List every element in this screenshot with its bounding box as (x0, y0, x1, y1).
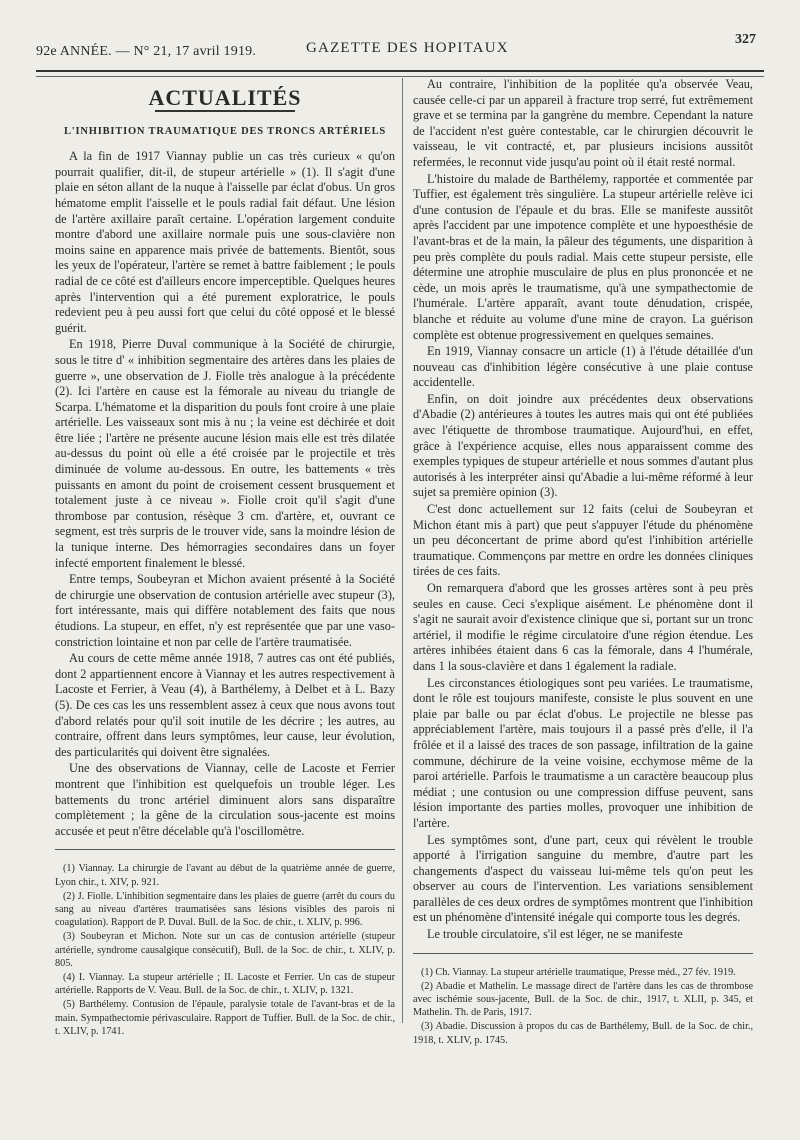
running-header (36, 30, 764, 70)
paragraph: Une des observations de Viannay, celle de Lacoste et Ferrier montrent que l'inhibition est quelquefois un trouble léger. Les battements du tronc artériel diminuent alors sans disparaître complètement ; la gêne de la circulation sous-jacente est moins accusée et peut n'être décelable qu'à l'oscillomètre. (55, 761, 395, 838)
paragraph: L'histoire du malade de Barthélemy, rapportée et commentée par Tuffier, est également très singulière. La stupeur artérielle relève ici d'une contusion de l'épaule et du bras. Elle se manifeste aussitôt après l'accident par une impotence complète et une hypoesthésie de l'avant-bras et de la main, la pâleur des téguments, une disparition à peu près complète du pouls radial. Mais cette stupeur persiste, elle détermine une atrophie musculaire de plus en plus prononcée et ne cède, un mois après le traumatisme, qu'à une sympathectomie de l'humérale. L'artère apparaît, avant toute dénudation, crispée, blanche et réduite au volume d'une mine de crayon. La guérison complète est obtenue progressivement en quelques semaines. (413, 171, 753, 342)
left-column (55, 82, 395, 1039)
right-body (413, 77, 753, 943)
left-body (55, 149, 395, 839)
page-number: 327 (735, 32, 756, 47)
paragraph: Entre temps, Soubeyran et Michon avaient présenté à la Société de chirurgie une observation de contusion artérielle avec stupeur (3), fort intéressante, mais qui diffère notablement des faits que nous étudions. La stupeur, en effet, n'y est représentée que par une vaso-constriction lointaine et non par celle de l'artère traumatisée. (55, 572, 395, 649)
paragraph: Au cours de cette même année 1918, 7 autres cas ont été publiés, dont 2 appartiennent encore à Viannay et les autres respectivement à Lacoste et Ferrier, à Veau (4), à Barthélemy, à Delbet et à L. Bazy (5). De ces cas les uns ressemblent assez à ceux que nous avons tout d'abord relatés pour qu'il soit inutile de les décrire ; les autres, au contraire, offrent dans leurs symptômes, leur cause, leur évolution, des particularités qui doivent être signalées. (55, 651, 395, 759)
header-rule (36, 70, 764, 72)
paragraph: A la fin de 1917 Viannay publie un cas très curieux « qu'on pourrait qualifier, dit-il, de stupeur artérielle » (1). Il s'agit d'une plaie en séton allant de la nuque à l'aisselle par éclat d'obus. Un gros hématome emplit l'aisselle et le pouls radial fait défaut. Une lésion de l'artère axillaire paraît certaine. L'opération largement conduite montre d'abord une axillaire normale puis une sous-clavière non moins saine en apparence mais privée de battements. Bientôt, sous les yeux de l'opérateur, l'artère se remet à battre faiblement ; le pouls radial de ce côté est d'ailleurs encore imperceptible. Quelques heures après l'intervention qui a été purement exploratrice, le pouls redevient peu à peu aussi fort que celui du côté opposé et le blessé guérit. (55, 149, 395, 335)
right-column (413, 77, 753, 1048)
journal-title: GAZETTE DES HOPITAUX (306, 40, 509, 56)
paragraph: Le trouble circulatoire, s'il est léger, ne se manifeste (427, 927, 683, 942)
footnote: (4) I. Viannay. La stupeur artérielle ; II. Lacoste et Ferrier. Un cas de stupeur artérielle. Rapports de V. Veau. Bull. de la Soc. de chir., t. XLIV, p. 1321. (55, 971, 395, 997)
paragraph: C'est donc actuellement sur 12 faits (celui de Soubeyran et Michon étant mis à part) que peut s'appuyer l'étude du phénomène un peu déconcertant de prime abord qu'est l'inhibition artérielle traumatique. Commençons par mettre en ordre les données cliniques tirées de ces faits. (413, 502, 753, 579)
footnote: (1) Ch. Viannay. La stupeur artérielle traumatique, Presse méd., 27 fév. 1919. (421, 966, 736, 978)
footnote: (3) Soubeyran et Michon. Note sur un cas de contusion artérielle (stupeur artérielle, syndrome causalgique consécutif), Bull. de la Soc. de chir., t. XLIV, p. 805. (55, 931, 395, 969)
issue-info: 92e ANNÉE. — N° 21, 17 avril 1919. (36, 44, 257, 59)
article-title: L'INHIBITION TRAUMATIQUE DES TRONCS ARTÉRIELS (63, 125, 387, 137)
column-divider (402, 78, 403, 1023)
paragraph: Au contraire, l'inhibition de la poplitée qu'a observée Veau, causée celle-ci par un appareil à fracture trop serré, fut extrêmement grave et se termina par la gangrène du membre. Cependant la nature de l'accident n'est guère contestable, car le chirurgien découvrit le vaisseau, le vit contracté, et, par plusieurs incisions aussitôt refermées, le reconnut vide jusqu'au point où il était resté normal. (413, 77, 753, 169)
footnote: (2) J. Fiolle. L'inhibition segmentaire dans les plaies de guerre (arrêt du cours du sang au niveau d'artères traumatisées sans lésions visibles des parois ni coagulation). Rapport de P. Duval. Bull. de la Soc. de chir., t. XLIV, p. 996. (55, 890, 395, 929)
left-footnotes (55, 849, 395, 1038)
footnote: (5) Barthélemy. Contusion de l'épaule, paralysie totale de l'avant-bras et de la main. Sympathectomie périvasculaire. Rapport de Tuffier. Bull. de la Soc. de chir., t. XLIV, p. 1741. (55, 999, 395, 1037)
section-title: ACTUALITÉS (148, 85, 302, 110)
footnote: (1) Viannay. La chirurgie de l'avant au début de la quatrième année de guerre, Lyon chir., t. XIV, p. 921. (55, 863, 395, 888)
paragraph: En 1918, Pierre Duval communique à la Société de chirurgie, sous le titre d' « inhibition segmentaire des artères dans les plaies de guerre », une observation de J. Fiolle très analogue à la précédente (2). Ici l'artère en cause est la fémorale au niveau du triangle de Scarpa. L'hématome et la disparition du pouls font croire à une plaie artérielle. Les vaisseaux sont mis à nu ; la veine est déchirée et doit être liée ; l'artère ne présente aucune lésion mais elle est très dilatée au-dessus du point où elle a été croisée par le projectile et très diminuée de volume au-dessous. En outre, les battements « très puissants en amont du point de croisement cessent brusquement et totalement juste à ce niveau ». Fiolle croit qu'il s'agit d'une thrombose par contusion, résèque 3 cm. d'artère, et, ouvrant ce segment, est très surpris de le trouver vide, sans la moindre lésion de la tunique interne. Des hémorragies secondaires dans un foyer infecté emportent finalement le blessé. (55, 337, 395, 570)
right-footnotes (413, 953, 753, 1047)
footnote: (3) Abadie. Discussion à propos du cas de Barthélemy, Bull. de la Soc. de chir., 1918, t. XLIV, p. 1745. (413, 1021, 753, 1046)
paragraph: Les circonstances étiologiques sont peu variées. Le traumatisme, dont le rôle est toujours manifeste, consiste le plus souvent en une plaie par balle ou par éclat d'obus. Le projectile ne blesse pas appréciablement l'artère, mais toujours il a passé près d'elle, il l'a frôlée et il a laissé des traces de son passage, infiltration de la gaine commune, déchirure de la veine voisine, ecchymose même de la paroi artérielle. Parfois le traumatisme a un caractère beaucoup plus médiat ; une contusion ou une compression diffuse peuvent, sans lésion importante des parties molles, provoquer une inhibition de l'artère. (413, 675, 753, 830)
paragraph: On remarquera d'abord que les grosses artères sont à peu près seules en cause. Ceci s'explique aisément. Le phénomène dont il s'agit ne saurait avoir d'existence clinique que si, portant sur un tronc artériel, il modifie le régime circulatoire d'une région étendue. Les artères inhibées étaient dans 6 cas la fémorale, dans 4 l'humérale, dans 1 la sous-clavière et dans 1 également la radiale. (413, 581, 753, 673)
footnote: (2) Abadie et Mathelin. Le massage direct de l'artère dans les cas de thrombose avec ischémie sous-jacente, Bull. de la Soc. de chir., 1917, t. XLII, p. 345, et Mathelin. Th. de Paris, 1917. (413, 980, 753, 1019)
paragraph: En 1919, Viannay consacre un article (1) à l'étude détaillée d'un nouveau cas d'inhibition légère consécutive à une plaie contuse accidentelle. (413, 344, 753, 390)
paragraph: Les symptômes sont, d'une part, ceux qui révèlent le trouble apporté à l'irrigation sanguine du membre, d'autre part les changements d'aspect du vaisseau lui-même tels qu'on peut les observer au cours de l'intervention. Les variations sensiblement parallèles de ces deux ordres de symptômes montrent que l'inhibition est un phénomène d'intensité inégale qui comporte tous les degrés. (413, 832, 753, 925)
paragraph: Enfin, on doit joindre aux précédentes deux observations d'Abadie (2) antérieures à toutes les autres mais qui ont été publiées avec l'étiquette de thrombose traumatique. Aujourd'hui, en effet, grâce à l'expérience acquise, elles nous apparaissent comme des exemples typiques de stupeur artérielle et nous sommes d'autant plus autorisés à les interpréter ainsi qu'Abadie a lui-même réformé à leur sujet sa première opinion (3). (413, 391, 753, 500)
